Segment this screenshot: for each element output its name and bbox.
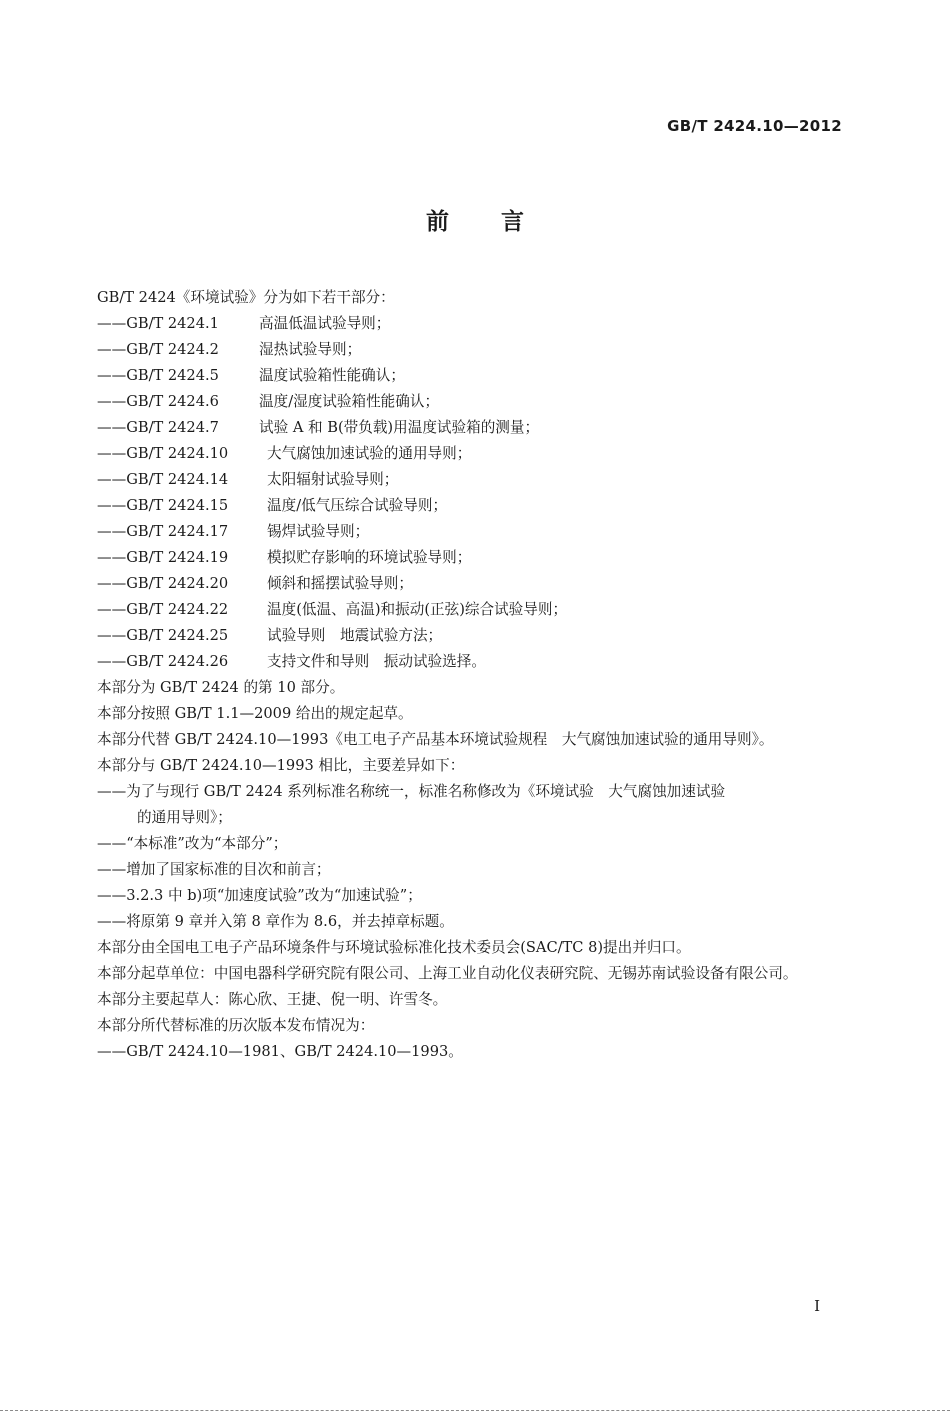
list-item — [64, 363, 844, 389]
drafted-paragraph: 本部分按照 GB/T 1.1—2009 给出的规定起草。 — [97, 705, 413, 722]
part-code: ——GB/T 2424.26 — [97, 653, 229, 670]
part-code: ——GB/T 2424.5 — [97, 367, 219, 384]
differences-list — [64, 779, 844, 935]
part-name: 支持文件和导则 振动试验选择。 — [267, 653, 486, 670]
list-item — [64, 389, 844, 415]
part-name: 湿热试验导则； — [259, 341, 362, 358]
history-intro: 本部分所代替标准的历次版本发布情况为： — [97, 1017, 375, 1034]
list-item — [64, 415, 844, 441]
part-name: 大气腐蚀加速试验的通用导则； — [267, 445, 472, 462]
difference-item-4: ——3.2.3 中 b)项“加速度试验”改为“加速试验”； — [97, 887, 422, 904]
list-item — [64, 519, 844, 545]
part-name: 太阳辐射试验导则； — [267, 471, 399, 488]
standard-number: GB/T 2424.10—2012 — [667, 117, 842, 135]
list-item — [64, 493, 844, 519]
list-item — [64, 311, 844, 337]
part-name: 高温低温试验导则； — [259, 315, 391, 332]
difference-item-5: ——将原第 9 章并入第 8 章作为 8.6，并去掉章标题。 — [97, 913, 454, 930]
document-body — [64, 285, 844, 1065]
part-code: ——GB/T 2424.19 — [97, 549, 229, 566]
part-code: ——GB/T 2424.10 — [97, 445, 229, 462]
part-name: 温度(低温、高温)和振动(正弦)综合试验导则； — [267, 601, 568, 618]
part-code: ——GB/T 2424.15 — [97, 497, 229, 514]
part-name: 试验导则 地震试验方法； — [267, 627, 443, 644]
part-code: ——GB/T 2424.6 — [97, 393, 219, 410]
part-of-paragraph: 本部分为 GB/T 2424 的第 10 部分。 — [97, 679, 345, 696]
part-name: 锡焊试验导则； — [267, 523, 370, 540]
part-code: ——GB/T 2424.22 — [97, 601, 229, 618]
page-title: 前言 — [426, 209, 576, 235]
list-item — [64, 545, 844, 571]
proposed-paragraph: 本部分由全国电工电子产品环境条件与环境试验标准化技术委员会(SAC/TC 8)提出并归口。 — [97, 939, 691, 956]
part-name: 试验 A 和 B(带负载)用温度试验箱的测量； — [259, 419, 540, 436]
bottom-divider — [0, 1410, 950, 1411]
part-code: ——GB/T 2424.20 — [97, 575, 229, 592]
part-code: ——GB/T 2424.25 — [97, 627, 229, 644]
part-code: ——GB/T 2424.7 — [97, 419, 219, 436]
part-name: 温度试验箱性能确认； — [259, 367, 405, 384]
list-item — [64, 649, 844, 675]
difference-item-1-cont: 的通用导则》； — [137, 809, 232, 826]
differences-intro: 本部分与 GB/T 2424.10—1993 相比，主要差异如下： — [97, 757, 465, 774]
drafters-paragraph: 本部分主要起草人：陈心欣、王捷、倪一明、许雪冬。 — [97, 991, 448, 1008]
replaces-paragraph: 本部分代替 GB/T 2424.10—1993《电工电子产品基本环境试验规程 大气腐蚀加速试验的通用导则》。 — [97, 731, 774, 748]
part-code: ——GB/T 2424.14 — [97, 471, 229, 488]
list-item — [64, 597, 844, 623]
part-code: ——GB/T 2424.1 — [97, 315, 219, 332]
list-item — [64, 467, 844, 493]
part-code: ——GB/T 2424.2 — [97, 341, 219, 358]
difference-item-2: ——“本标准”改为“本部分”； — [97, 835, 288, 852]
part-name: 倾斜和摇摆试验导则； — [267, 575, 413, 592]
page-number: I — [814, 1297, 820, 1315]
list-item — [64, 441, 844, 467]
parts-list — [64, 311, 844, 675]
part-code: ——GB/T 2424.17 — [97, 523, 229, 540]
list-item — [64, 337, 844, 363]
units-paragraph: 本部分起草单位：中国电器科学研究院有限公司、上海工业自动化仪表研究院、无锡苏南试验设备有限公司。 — [97, 965, 798, 982]
difference-item-1: ——为了与现行 GB/T 2424 系列标准名称统一，标准名称修改为《环境试验 大气腐蚀加速试验 — [97, 783, 726, 800]
list-item — [64, 623, 844, 649]
list-item — [64, 571, 844, 597]
difference-item-3: ——增加了国家标准的目次和前言； — [97, 861, 331, 878]
history-item: ——GB/T 2424.10—1981、GB/T 2424.10—1993。 — [97, 1043, 463, 1060]
part-name: 温度/低气压综合试验导则； — [267, 497, 448, 514]
intro-paragraph: GB/T 2424《环境试验》分为如下若干部分： — [97, 289, 395, 306]
part-name: 温度/湿度试验箱性能确认； — [259, 393, 440, 410]
part-name: 模拟贮存影响的环境试验导则； — [267, 549, 472, 566]
